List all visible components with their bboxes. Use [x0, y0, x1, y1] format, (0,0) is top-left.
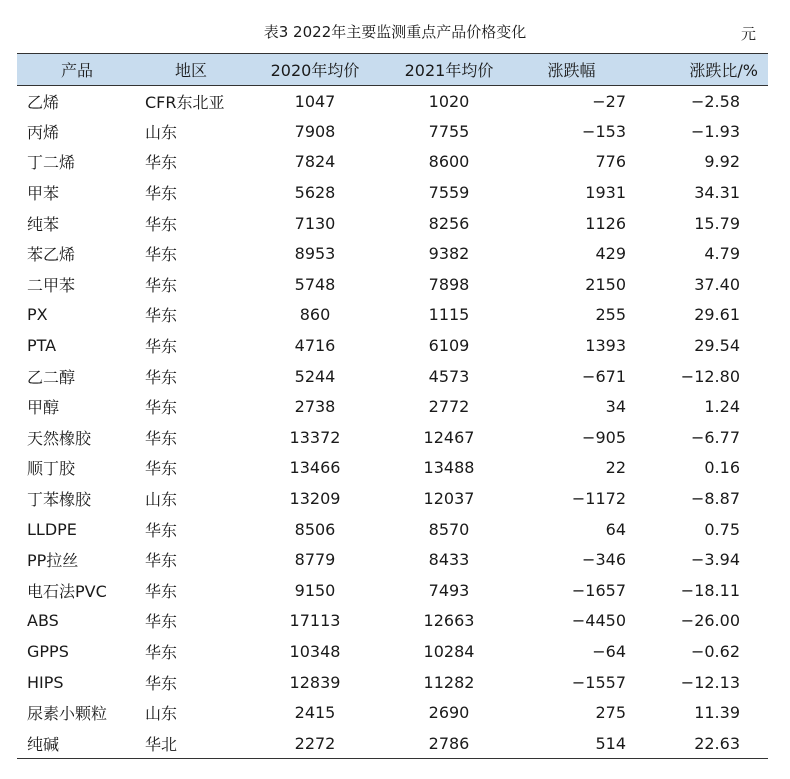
cell-change-pct: −0.62 [690, 641, 740, 661]
cell-change: −64 [592, 641, 626, 661]
cell-region: 华东 [145, 275, 178, 295]
cell-change-pct: 4.79 [704, 244, 740, 264]
table-row [17, 269, 768, 300]
cell-avg-2020: 9150 [294, 580, 336, 600]
cell-region: 华东 [145, 612, 178, 632]
cell-change-pct: −1.93 [690, 121, 740, 141]
cell-change: −1172 [571, 489, 626, 509]
cell-product: 尿素小颗粒 [27, 704, 108, 724]
cell-region: 华东 [145, 337, 178, 357]
cell-change-pct: 22.63 [630, 728, 768, 759]
table-row [17, 544, 768, 575]
cell-region: 山东 [145, 490, 178, 510]
cell-avg-2021: 7755 [428, 121, 470, 141]
cell-avg-2021: 8570 [428, 519, 470, 539]
cell-avg-2020: 4716 [294, 336, 336, 356]
cell-avg-2020: 5628 [294, 183, 336, 203]
cell-product: 天然橡胶 [27, 428, 92, 448]
cell-avg-2020: 10348 [289, 641, 341, 661]
cell-change-pct: −26.00 [680, 611, 740, 631]
cell-change-pct: 0.75 [704, 519, 740, 539]
table-header-row [17, 54, 768, 86]
cell-region: 华东 [145, 214, 178, 234]
cell-change-pct: −8.87 [690, 489, 740, 509]
table-row [17, 606, 768, 637]
cell-change-pct: 15.79 [694, 213, 740, 233]
cell-product: 乙烯 [27, 92, 60, 112]
table-row [17, 728, 768, 759]
cell-region: 华东 [145, 245, 178, 265]
cell-avg-2021: 8600 [428, 152, 470, 172]
cell-avg-2020: 2272 [245, 728, 385, 759]
cell-region: CFR东北亚 [145, 92, 225, 112]
cell-change: 275 [595, 703, 626, 723]
cell-product: ABS [27, 611, 59, 631]
cell-avg-2020: 13372 [289, 427, 341, 447]
cell-change: 2150 [585, 274, 626, 294]
cell-avg-2021: 2690 [428, 703, 470, 723]
cell-avg-2021: 7493 [428, 580, 470, 600]
cell-change: 34 [605, 397, 626, 417]
cell-region: 华东 [145, 306, 178, 326]
cell-change: −1657 [571, 580, 626, 600]
cell-avg-2021: 12467 [423, 427, 475, 447]
cell-change-pct: −12.13 [680, 672, 740, 692]
header-change-pct: 涨跌比/% [630, 54, 768, 86]
cell-change: 429 [595, 244, 626, 264]
cell-avg-2021: 10284 [423, 641, 475, 661]
cell-change: −905 [582, 427, 626, 447]
cell-avg-2021: 4573 [428, 366, 470, 386]
cell-change-pct: 11.39 [694, 703, 740, 723]
table-row [17, 667, 768, 698]
table-row [17, 300, 768, 331]
cell-change-pct: 29.54 [694, 336, 740, 356]
cell-avg-2020: 7824 [294, 152, 336, 172]
cell-change-pct: 9.92 [704, 152, 740, 172]
cell-change-pct: −3.94 [690, 550, 740, 570]
cell-region: 华东 [145, 153, 178, 173]
cell-change-pct: 29.61 [694, 305, 740, 325]
header-change: 涨跌幅 [513, 54, 630, 86]
table-row [17, 391, 768, 422]
table-row [17, 116, 768, 147]
cell-avg-2021: 11282 [423, 672, 475, 692]
table-row [17, 453, 768, 484]
table-row [17, 575, 768, 606]
header-region: 地区 [137, 54, 245, 86]
cell-avg-2020: 860 [299, 305, 331, 325]
cell-product: 甲苯 [27, 184, 60, 204]
cell-region: 华东 [145, 581, 178, 601]
table-caption: 表3 2022年主要监测重点产品价格变化 [263, 23, 527, 41]
cell-product: 丁苯橡胶 [27, 490, 92, 510]
cell-avg-2021: 2772 [428, 397, 470, 417]
cell-change: −346 [582, 550, 626, 570]
cell-product: 丁二烯 [27, 153, 76, 173]
cell-avg-2021: 8433 [428, 550, 470, 570]
cell-change: −1557 [571, 672, 626, 692]
cell-avg-2020: 2738 [294, 397, 336, 417]
cell-avg-2021: 13488 [423, 458, 475, 478]
cell-avg-2021: 7898 [428, 274, 470, 294]
header-product: 产品 [17, 54, 137, 86]
table-row [17, 514, 768, 545]
price-table [17, 53, 768, 759]
cell-region: 华东 [145, 184, 178, 204]
cell-avg-2021: 9382 [428, 244, 470, 264]
cell-product: PTA [27, 336, 57, 356]
table-row [17, 361, 768, 392]
table-row [17, 177, 768, 208]
cell-change-pct: 37.40 [694, 274, 740, 294]
cell-region: 华东 [145, 520, 178, 540]
cell-change: −27 [592, 91, 626, 111]
cell-product: 顺丁胶 [27, 459, 76, 479]
cell-change: −153 [582, 121, 626, 141]
cell-change: 255 [595, 305, 626, 325]
cell-change: 22 [605, 458, 626, 478]
cell-change: 1393 [585, 336, 626, 356]
cell-avg-2021: 12037 [423, 489, 475, 509]
cell-product: 二甲苯 [27, 275, 76, 295]
cell-product: 纯碱 [17, 728, 137, 759]
cell-change-pct: 0.16 [704, 458, 740, 478]
cell-region: 山东 [145, 122, 178, 142]
cell-avg-2020: 7130 [294, 213, 336, 233]
cell-change: 1931 [585, 183, 626, 203]
table-row [17, 422, 768, 453]
cell-avg-2020: 12839 [289, 672, 341, 692]
cell-avg-2021: 2786 [385, 728, 513, 759]
cell-change: −671 [582, 366, 626, 386]
cell-region: 华东 [145, 459, 178, 479]
cell-change: 1126 [585, 213, 626, 233]
cell-region: 华东 [145, 551, 178, 571]
cell-avg-2020: 13209 [289, 489, 341, 509]
cell-avg-2020: 13466 [289, 458, 341, 478]
cell-change-pct: −12.80 [680, 366, 740, 386]
cell-avg-2020: 5244 [294, 366, 336, 386]
cell-change-pct: −18.11 [680, 580, 740, 600]
cell-avg-2020: 5748 [294, 274, 336, 294]
cell-change-pct: −6.77 [690, 427, 740, 447]
cell-avg-2021: 1020 [428, 91, 470, 111]
cell-avg-2020: 1047 [294, 91, 336, 111]
cell-product: 丙烯 [27, 122, 60, 142]
cell-product: 纯苯 [27, 214, 60, 234]
cell-region: 华东 [145, 428, 178, 448]
cell-region: 华东 [145, 642, 178, 662]
cell-product: 电石法PVC [27, 581, 107, 601]
table-row [17, 86, 768, 117]
table-row [17, 483, 768, 514]
cell-product: LLDPE [27, 519, 77, 539]
table-row [17, 238, 768, 269]
unit-label: 元 [740, 25, 756, 43]
cell-avg-2021: 1115 [428, 305, 470, 325]
cell-product: 苯乙烯 [27, 245, 76, 265]
cell-product: 乙二醇 [27, 367, 76, 387]
cell-product: PP拉丝 [27, 551, 79, 571]
cell-product: GPPS [27, 641, 69, 661]
cell-avg-2021: 7559 [428, 183, 470, 203]
cell-avg-2020: 17113 [289, 611, 341, 631]
table-row [17, 208, 768, 239]
cell-change: 64 [605, 519, 626, 539]
cell-product: 甲醇 [27, 398, 60, 418]
cell-change: 776 [595, 152, 626, 172]
cell-avg-2020: 8953 [294, 244, 336, 264]
table-row [17, 697, 768, 728]
cell-avg-2020: 8506 [294, 519, 336, 539]
header-avg-2021: 2021年均价 [385, 54, 513, 86]
cell-region: 华东 [145, 398, 178, 418]
cell-region: 华北 [137, 728, 245, 759]
cell-region: 山东 [145, 704, 178, 724]
cell-product: HIPS [27, 672, 64, 692]
cell-change: −4450 [571, 611, 626, 631]
cell-avg-2021: 6109 [428, 336, 470, 356]
cell-change-pct: 1.24 [704, 397, 740, 417]
cell-region: 华东 [145, 673, 178, 693]
cell-change-pct: 34.31 [694, 183, 740, 203]
cell-region: 华东 [145, 367, 178, 387]
cell-avg-2020: 2415 [294, 703, 336, 723]
table-row [17, 636, 768, 667]
table-row [17, 147, 768, 178]
cell-avg-2021: 12663 [423, 611, 475, 631]
cell-change: 514 [513, 728, 630, 759]
cell-avg-2020: 8779 [294, 550, 336, 570]
header-avg-2020: 2020年均价 [245, 54, 385, 86]
cell-avg-2021: 8256 [428, 213, 470, 233]
cell-change-pct: −2.58 [690, 91, 740, 111]
cell-avg-2020: 7908 [294, 121, 336, 141]
table-row [17, 330, 768, 361]
cell-product: PX [27, 305, 48, 325]
table-body [17, 86, 768, 759]
